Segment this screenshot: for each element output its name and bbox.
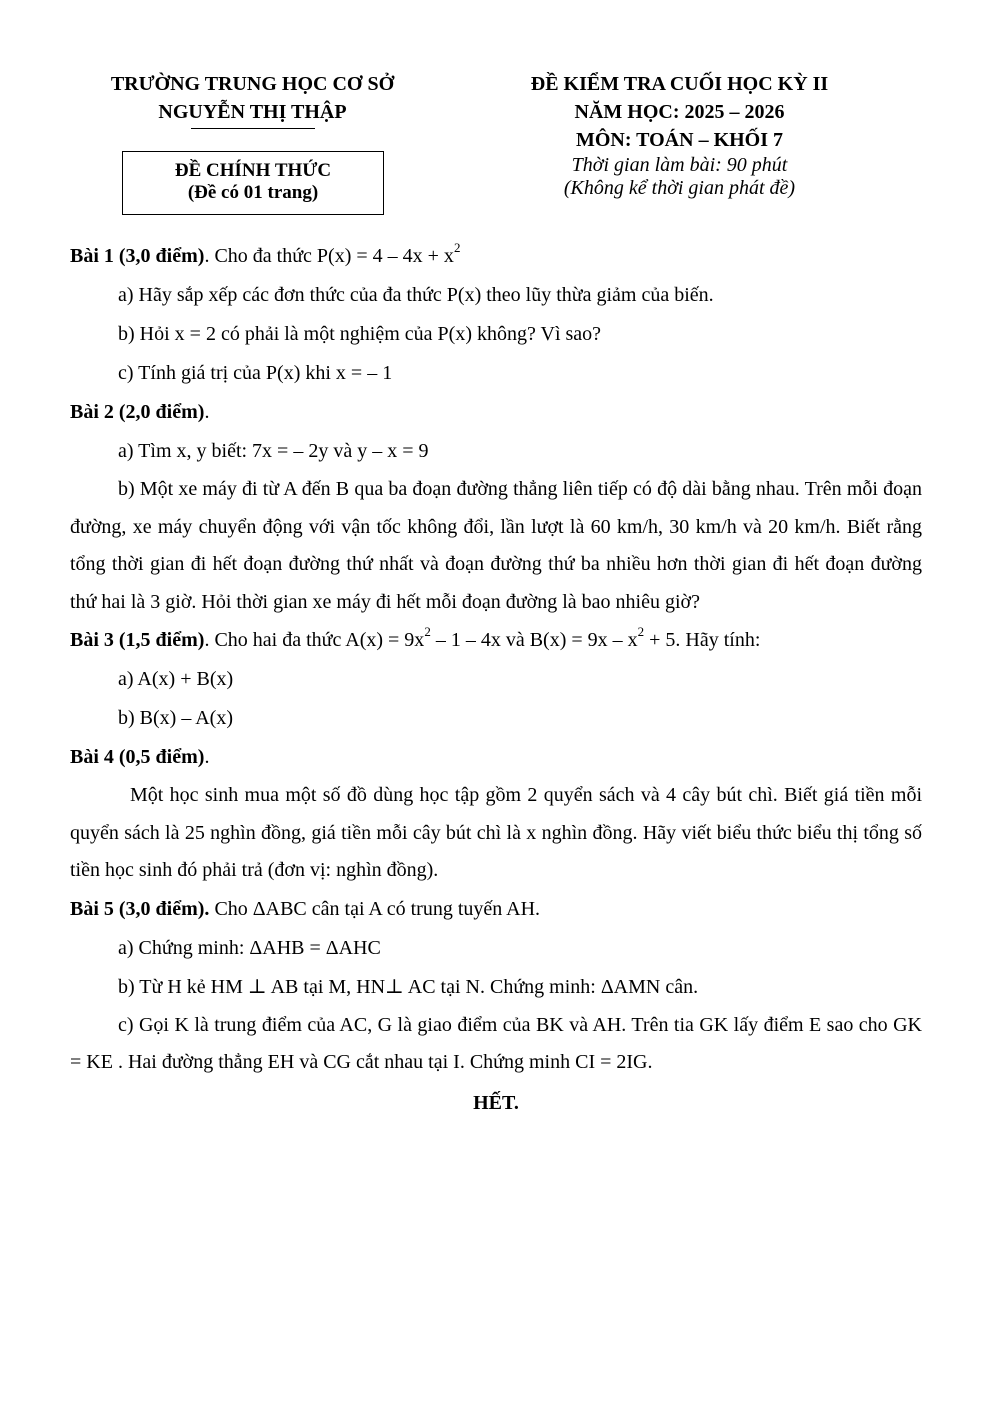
duration: Thời gian làm bài: 90 phút (571, 154, 788, 176)
school-line-2: NGUYỄN THỊ THẬP (158, 101, 347, 123)
bai3-intro-3: + 5. Hãy tính: (644, 629, 761, 651)
exam-body (70, 237, 922, 1123)
bai3-a: a) A(x) + B(x) (118, 668, 234, 690)
bai5-b: b) Từ H kẻ HM ⊥ AB tại M, HN⊥ AC tại N. Chứng minh: ΔAMN cân. (118, 975, 699, 998)
bai1-heading (70, 237, 922, 276)
bai2-label: Bài 2 (2,0 điểm) (70, 401, 205, 423)
bai4-label: Bài 4 (0,5 điểm) (70, 746, 205, 768)
bai3-exponent-2: 2 (637, 624, 645, 640)
stamp-line-1: ĐỀ CHÍNH THỨC (174, 160, 332, 181)
stamp-line-2: (Đề có 01 trang) (187, 182, 319, 203)
bai5-c: c) Gọi K là trung điểm của AC, G là giao điểm của BK và AH. Trên tia GK lấy điểm E sao cho GK = KE . Hai đường thẳng EH và CG cắt nhau tại I. Chứng minh CI = 2IG. (70, 1013, 922, 1073)
duration-note: (Không kể thời gian phát đề) (563, 177, 796, 199)
bai2-label-tail: . (204, 401, 210, 423)
subject: MÔN: TOÁN – KHỐI 7 (575, 129, 784, 151)
bai3-intro-2: – 1 – 4x và B(x) = 9x – x (430, 629, 638, 651)
end-marker: HẾT. (473, 1091, 519, 1114)
school-underline (191, 128, 315, 129)
bai2-heading (70, 393, 922, 432)
official-stamp-box (122, 151, 384, 215)
bai3-label: Bài 3 (1,5 điểm) (70, 629, 205, 651)
bai2-a: a) Tìm x, y biết: 7x = – 2y và y – x = 9 (118, 440, 429, 462)
bai1-a: a) Hãy sắp xếp các đơn thức của đa thức P(x) theo lũy thừa giảm của biến. (118, 284, 714, 306)
bai1-c: c) Tính giá trị của P(x) khi x = – 1 (118, 362, 393, 384)
bai3-b: b) B(x) – A(x) (118, 707, 233, 729)
school-header (70, 70, 435, 129)
exam-header (482, 70, 877, 200)
bai5-label: Bài 5 (3,0 điểm). (70, 897, 210, 920)
school-year: NĂM HỌC: 2025 – 2026 (574, 101, 785, 123)
bai5-intro: Cho ΔABC cân tại A có trung tuyến AH. (209, 897, 541, 920)
bai3-intro-1: . Cho hai đa thức A(x) = 9x (204, 629, 425, 651)
bai5-a: a) Chứng minh: ΔAHB = ΔAHC (118, 936, 381, 959)
school-line-1: TRƯỜNG TRUNG HỌC CƠ SỞ (110, 73, 395, 95)
bai5-heading (70, 890, 922, 929)
bai3-heading (70, 621, 922, 660)
bai1-b: b) Hỏi x = 2 có phải là một nghiệm của P(x) không? Vì sao? (118, 323, 602, 345)
bai4-text: Một học sinh mua một số đồ dùng học tập gồm 2 quyển sách và 4 cây bút chì. Biết giá tiền mỗi quyển sách là 25 nghìn đồng, giá tiền mỗi cây bút chì là x nghìn đồng. Hãy viết biểu thức biểu thị tổng số tiền học sinh đó phải trả (đơn vị: nghìn đồng). (70, 784, 922, 881)
exam-title: ĐỀ KIỂM TRA CUỐI HỌC KỲ II (530, 73, 829, 95)
bai1-label: Bài 1 (3,0 điểm) (70, 245, 205, 267)
bai4-label-tail: . (204, 746, 210, 768)
bai2-b: b) Một xe máy đi từ A đến B qua ba đoạn đường thẳng liên tiếp có độ dài bằng nhau. Trên mỗi đoạn đường, xe máy chuyển động với vận tốc không đổi, lần lượt là 60 km/h, 30 km/h và 20 km/h. Biết rằng tổng thời gian đi hết đoạn đường thứ nhất và đoạn đường thứ ba nhiều hơn thời gian đi hết đoạn đường thứ hai là 3 giờ. Hỏi thời gian xe máy đi hết mỗi đoạn đường là bao nhiêu giờ? (70, 478, 922, 613)
bai4-heading (70, 738, 922, 777)
bai1-intro: . Cho đa thức P(x) = 4 – 4x + x (204, 245, 454, 267)
bai3-exponent-1: 2 (424, 624, 431, 640)
bai1-exponent: 2 (453, 240, 461, 256)
